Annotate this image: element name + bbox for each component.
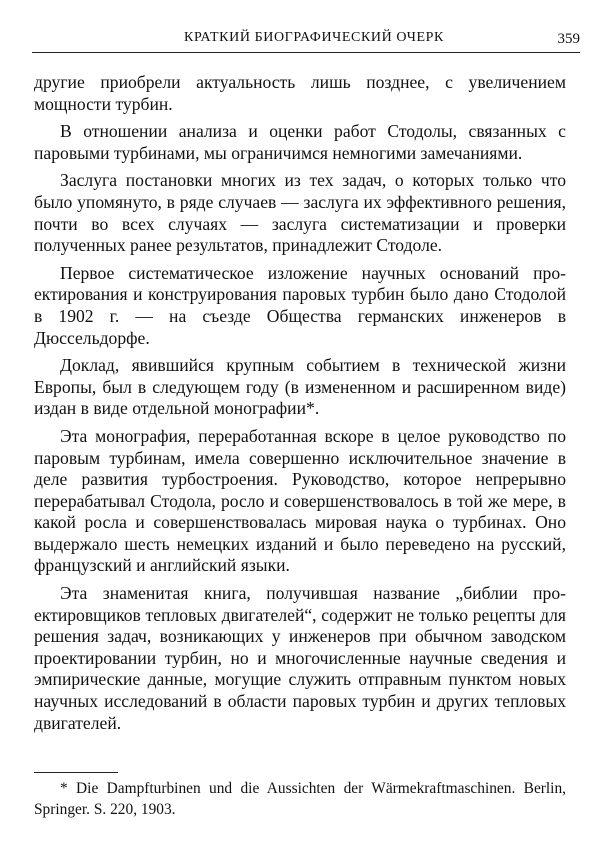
- footnote: [34, 778, 566, 820]
- paragraph-continuation: другие приобрели актуальность лишь позднее, с увеличением мощности турбин.: [34, 72, 566, 114]
- running-title: КРАТКИЙ БИОГРАФИЧЕСКИЙ ОЧЕРК: [184, 30, 444, 45]
- paragraph-monograph: Эта монография, переработанная вскоре в целое руководство по паровым турбинам, имела совершенно исключительное значение в деле развития турбостроения. Руководство, которое непрерывно перерабатывал Стодола, росло и совершенствовалось в той же мере, в какой росла и совершенствовалась мировая наука о турбинах. Оно выдержало шесть немецких изданий и было переведено на русский, французский и английский языки.: [34, 425, 566, 576]
- paragraph-report: Доклад, явившийся крупным событием в технической жизни Европы, был в следующем году (в измененном и расширенном виде) издан в виде отдельной монографии*.: [34, 355, 566, 419]
- footnote-divider: [34, 772, 118, 773]
- footnote-text: * Die Dampfturbinen und die Aussichten der Wärmekraftmaschinen. Berlin, Springer. S. 220, 1903.: [34, 780, 566, 818]
- paragraph-analysis-intro: В отношении анализа и оценки работ Стодолы, связанных с паровыми турбинами, мы ограничимся немногими замечаниями.: [34, 121, 566, 163]
- paragraph-merits: Заслуга постановки многих из тех задач, о которых только что было упомянуто, в ряде случаев — заслуга их эффективного решения, почти во всех случаях — заслуга систематизации и проверки полученных ранее результатов, принадлежит Стодоле.: [34, 170, 566, 256]
- paragraph-first-exposition: Первое систематическое изложение научных оснований проектирования и конструирования паровых турбин было дано Стодолой в 1902 г. — на съезде Общества германских инженеров в Дюссельдорфе.: [34, 262, 566, 348]
- page-number: 359: [557, 31, 580, 47]
- body-text: [34, 72, 566, 734]
- running-header: [32, 22, 580, 53]
- paragraph-famous-book: Эта знаменитая книга, получившая название „библии проектировщиков тепловых двигателей“, содержит не только рецепты для решения задач, возникающих у инженеров при обычном заводском проектировании турбин, но и многочисленные научные сведения и эмпирические данные, могущие служить отправным пунктом новых научных исследований в области паровых турбин и других тепловых двигателей.: [34, 583, 566, 733]
